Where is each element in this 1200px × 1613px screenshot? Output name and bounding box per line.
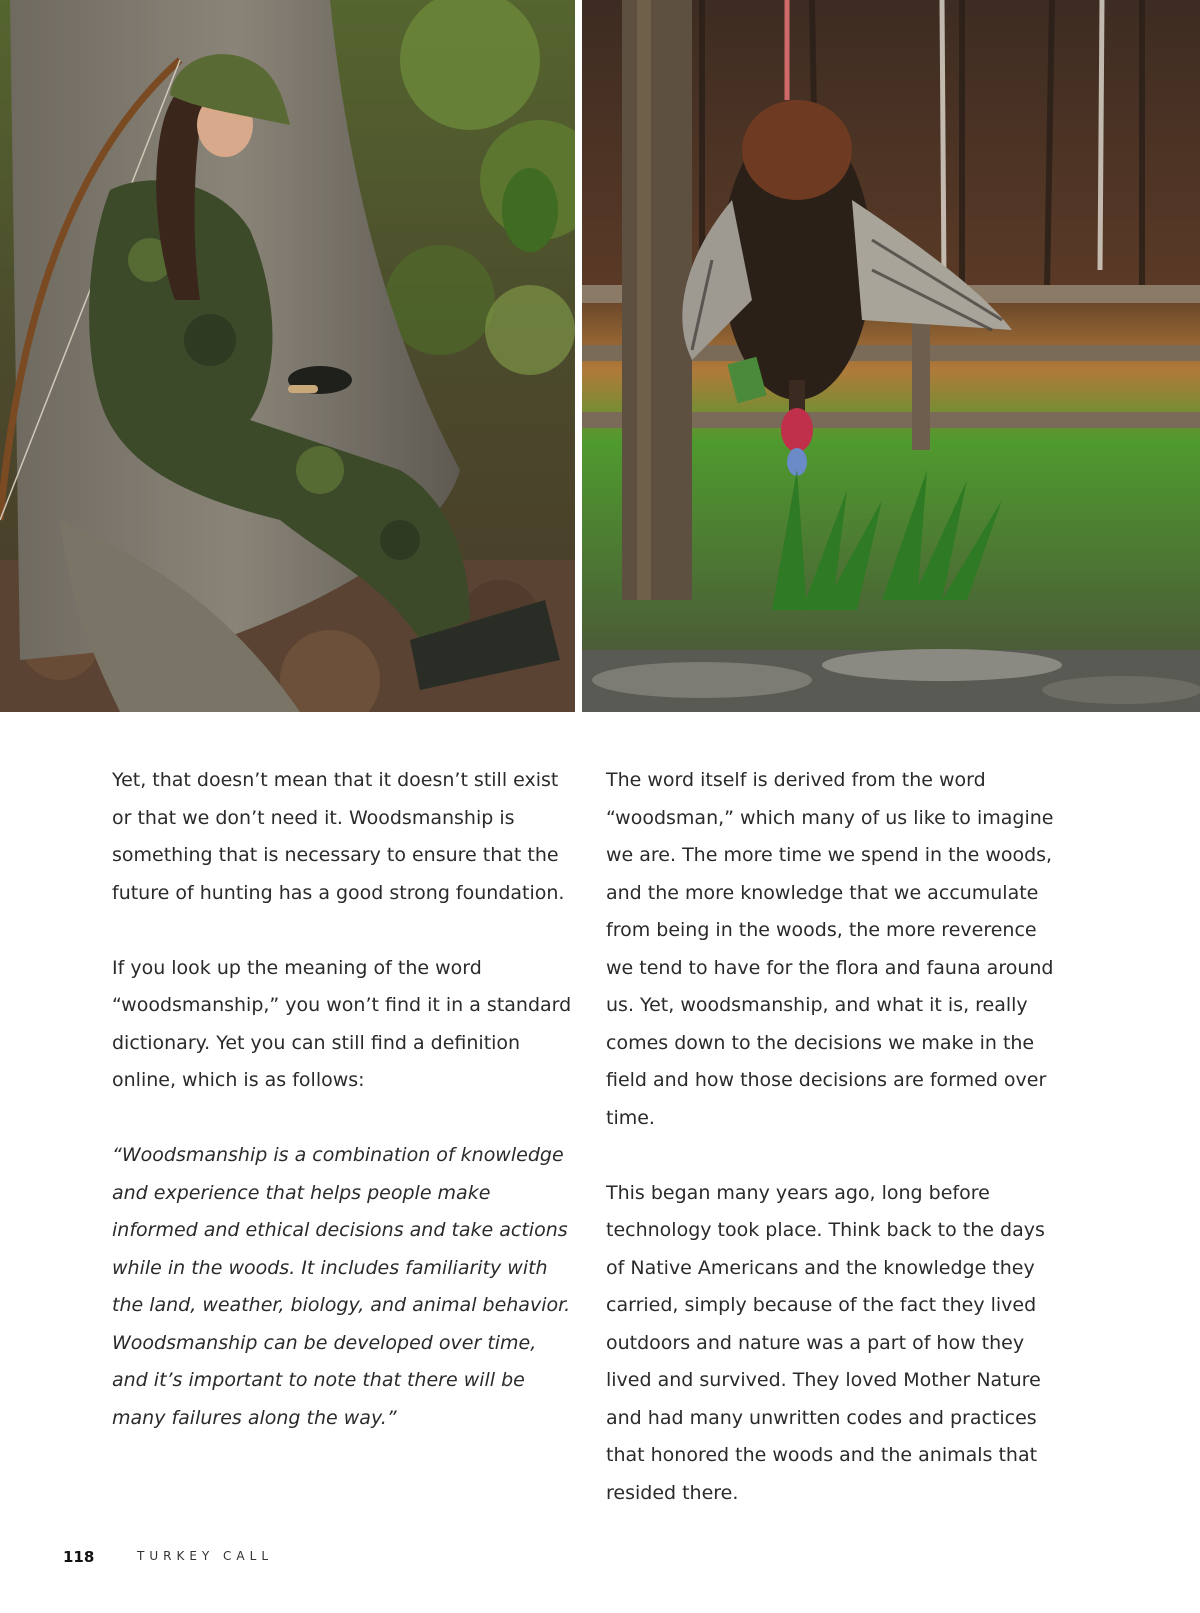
hunter-photo-illustration (0, 0, 575, 712)
turkey-photo-illustration (582, 0, 1200, 712)
paragraph: This began many years ago, long before technology took place. Think back to the days of Native Americans and the knowledge they carried, simply because of the fact they lived outdoors and nature was a part of how they lived and survived. They loved Mother Nature and had many unwritten codes and practices that honored the woods and the animals that resided there. (606, 1181, 1045, 1504)
turkey-photo (582, 0, 1200, 712)
magazine-name: TURKEY CALL (137, 1549, 274, 1563)
page-number: 118 (63, 1548, 95, 1566)
hunter-photo (0, 0, 575, 712)
article-left-column (112, 762, 572, 1475)
paragraph: Yet, that doesn’t mean that it doesn’t still exist or that we don’t need it. Woodsmanship is something that is necessary to ensure that the future of hunting has a good strong foundation. (112, 769, 565, 904)
article-right-column (606, 762, 1066, 1550)
definition-quote: “Woodsmanship is a combination of knowledge and experience that helps people make informed and ethical decisions and take actions while in the woods. It includes familiarity with the land, weather, biology, and animal behavior. Woodsmanship can be developed over time, and it’s important to note that there will be many failures along the way.” (112, 1144, 571, 1429)
paragraph: The word itself is derived from the word “woodsman,” which many of us like to imagine we are. The more time we spend in the woods, and the more knowledge that we accumulate from being in the woods, the more reverence we tend to have for the flora and fauna around us. Yet, woodsmanship, and what it is, really comes down to the decisions we make in the field and how those decisions are formed over time. (606, 769, 1054, 1129)
paragraph: If you look up the meaning of the word “woodsmanship,” you won’t find it in a standard dictionary. Yet you can still find a definition online, which is as follows: (112, 956, 572, 1091)
